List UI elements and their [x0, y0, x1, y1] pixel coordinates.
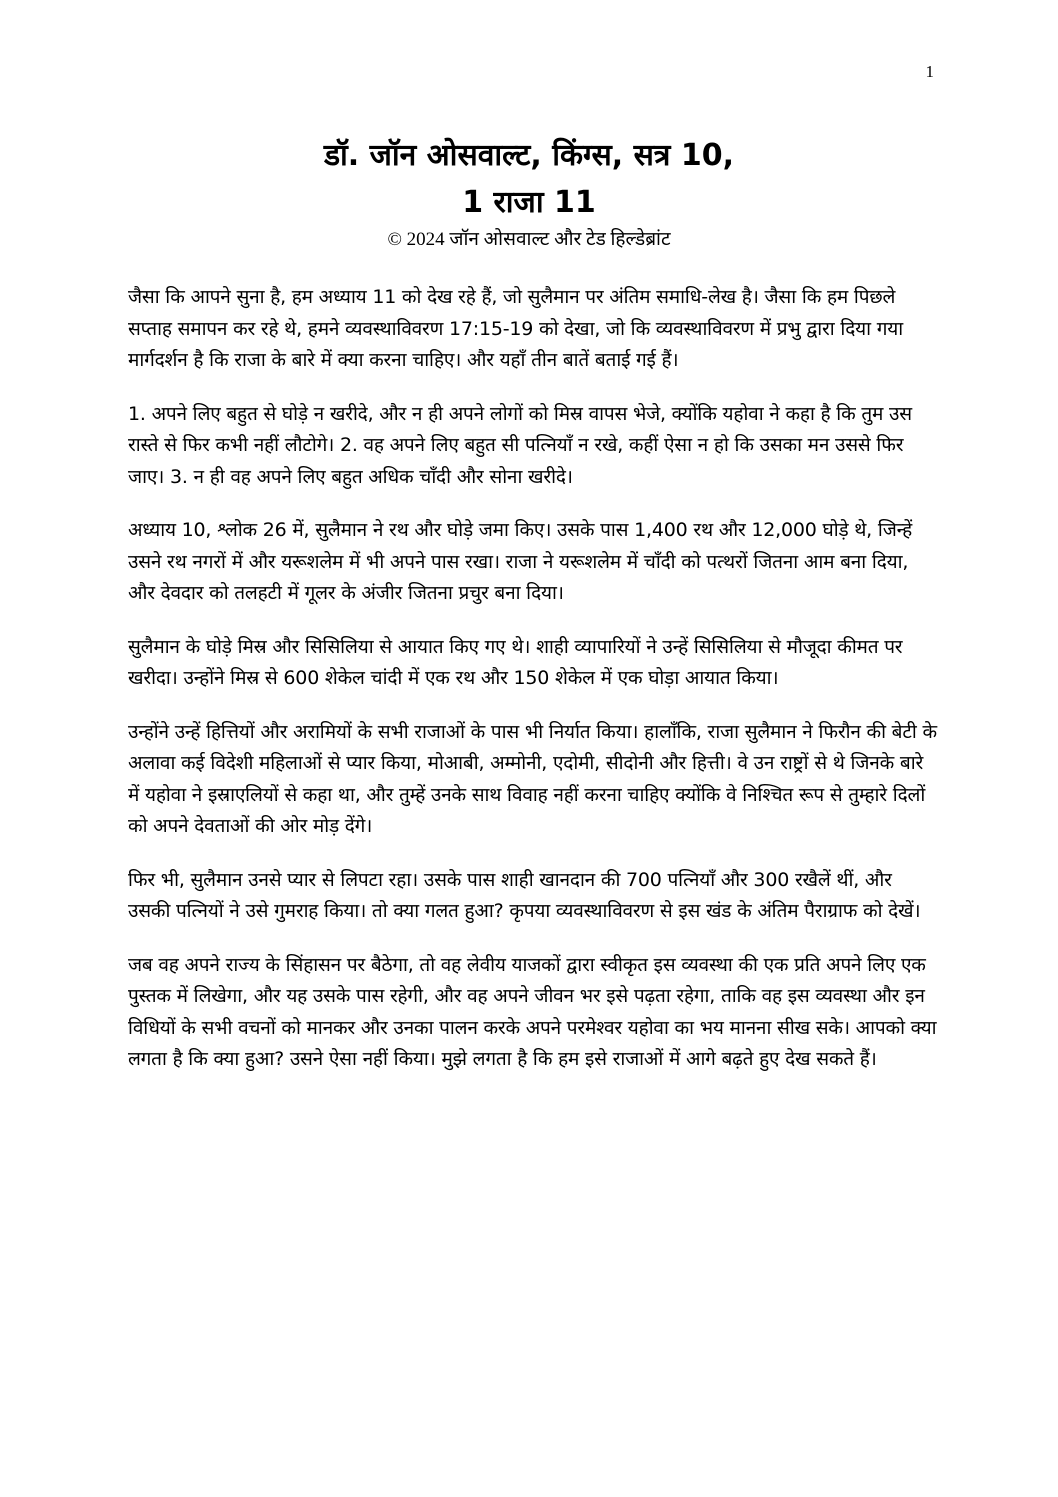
copyright-line: © 2024 जॉन ओसवाल्ट और टेड हिल्डेब्रांट [387, 229, 671, 250]
paragraph-2: 1. अपने लिए बहुत से घोड़े न खरीदे, और न ही अपने लोगों को मिस्र वापस भेजे, क्योंकि यहोवा ने कहा है कि तुम उस रास्ते से फिर कभी नहीं लौटोगे। 2. वह अपने लिए बहुत सी पत्नियाँ न रखे, कहीं ऐसा न हो कि उसका मन उससे फिर जाए। 3. न ही वह अपने लिए बहुत अधिक चाँदी और सोना खरीदे। [128, 402, 912, 488]
paragraph-5: उन्होंने उन्हें हित्तियों और अरामियों के सभी राजाओं के पास भी निर्यात किया। हालाँकि, राजा सुलैमान ने फिरौन की बेटी के अलावा कई विदेशी महिलाओं से प्यार किया, मोआबी, अम्मोनी, एदोमी, सीदोनी और हित्ती। वे उन राष्ट्रों से थे जिनके बारे में यहोवा ने इस्राएलियों से कहा था, और तुम्हें उनके साथ विवाह नहीं करना चाहिए क्योंकि वे निश्चित रूप से तुम्हारे दिलों को अपने देवताओं की ओर मोड़ देंगे। [128, 720, 937, 837]
title-line-1: डॉ. जॉन ओसवाल्ट, किंग्स, सत्र 10, [323, 138, 735, 173]
paragraph-7: जब वह अपने राज्य के सिंहासन पर बैठेगा, तो वह लेवीय याजकों द्वारा स्वीकृत इस व्यवस्था की एक प्रति अपने लिए एक पुस्तक में लिखेगा, और यह उसके पास रहेगी, और वह अपने जीवन भर इसे पढ़ता रहेगा, ताकि वह इस व्यवस्था और इन विधियों के सभी वचनों को मानकर और उनका पालन करके अपने परमेश्वर यहोवा का भय मानना सीख सके। आपको क्या लगता है कि क्या हुआ? उसने ऐसा नहीं किया। मुझे लगता है कि हम इसे राजाओं में आगे बढ़ते हुए देख सकते हैं। [128, 953, 937, 1070]
paragraph-3: अध्याय 10, श्लोक 26 में, सुलैमान ने रथ और घोड़े जमा किए। उसके पास 1,400 रथ और 12,000 घोड़े थे, जिन्हें उसने रथ नगरों में और यरूशलेम में भी अपने पास रखा। राजा ने यरूशलेम में चाँदी को पत्थरों जितना आम बना दिया, और देवदार को तलहटी में गूलर के अंजीर जितना प्रचुर बना दिया। [128, 519, 913, 604]
body-text [128, 282, 938, 1098]
page-title [100, 132, 958, 226]
paragraph-6: फिर भी, सुलैमान उनसे प्यार से लिपटा रहा। उसके पास शाही खानदान की 700 पत्नियाँ और 300 रखैलें थीं, और उसकी पत्नियों ने उसे गुमराह किया। तो क्या गलत हुआ? कृपया व्यवस्थाविवरण से इस खंड के अंतिम पैराग्राफ को देखें। [128, 868, 921, 922]
paragraph-4: सुलैमान के घोड़े मिस्र और सिसिलिया से आयात किए गए थे। शाही व्यापारियों ने उन्हें सिसिलिया से मौजूदा कीमत पर खरीदा। उन्होंने मिस्र से 600 शेकेल चांदी में एक रथ और 150 शेकेल में एक घोड़ा आयात किया। [128, 635, 903, 689]
page-number: 1 [925, 62, 934, 81]
paragraph-1: जैसा कि आपने सुना है, हम अध्याय 11 को देख रहे हैं, जो सुलैमान पर अंतिम समाधि-लेख है। जैसा कि हम पिछले सप्ताह समापन कर रहे थे, हमने व्यवस्थाविवरण 17:15-19 को देखा, जो कि व्यवस्थाविवरण में प्रभु द्वारा दिया गया मार्गदर्शन है कि राजा के बारे में क्या करना चाहिए। और यहाँ तीन बातें बताई गई हैं। [128, 286, 903, 371]
title-line-2: 1 राजा 11 [462, 185, 596, 220]
